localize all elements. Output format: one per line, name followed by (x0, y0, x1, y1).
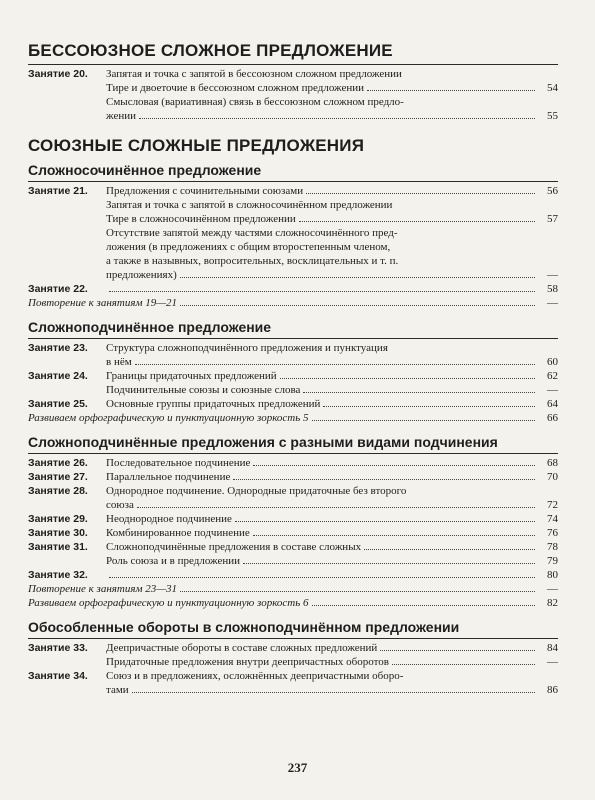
toc-entry[interactable]: Последовательное подчинение 68 (106, 457, 558, 469)
lesson-31 (28, 540, 558, 568)
lesson-25 (28, 397, 558, 411)
lesson-26 (28, 456, 558, 470)
toc-entry[interactable]: Союз и в предложениях, осложнённых деепричастными оборо- (106, 670, 404, 682)
lesson-label: Занятие 23. (28, 342, 88, 354)
toc-entry[interactable]: Структура сложноподчинённого предложения и пунктуация (106, 342, 388, 354)
lesson-24 (28, 369, 558, 397)
toc-entry-review[interactable]: Развиваем орфографическую и пунктуационную зоркость 6 82 (28, 597, 558, 609)
toc-entry[interactable]: Роль союза и в предложении 79 (106, 555, 558, 567)
lesson-27 (28, 470, 558, 484)
divider (28, 453, 558, 454)
lesson-22 (28, 282, 558, 296)
lesson-33 (28, 641, 558, 669)
subsection-title: Сложноподчинённые предложения с разными видами подчинения (28, 434, 498, 450)
toc-entry-review[interactable]: Повторение к занятиям 19—21 — (28, 297, 558, 309)
toc-entry[interactable]: Отсутствие запятой между частями сложносочинённого пред- (106, 227, 398, 239)
toc-entry[interactable]: Сложноподчинённые предложения в составе сложных 78 (106, 541, 558, 553)
subsection-title: Обособленные обороты в сложноподчинённом предложении (28, 619, 460, 635)
toc-entry[interactable]: Придаточные предложения внутри деепричастных оборотов — (106, 656, 558, 668)
lesson-label: Занятие 21. (28, 185, 88, 197)
page-number: 237 (287, 760, 308, 775)
lesson-label: Занятие 31. (28, 541, 88, 553)
section-title: БЕССОЮЗНОЕ СЛОЖНОЕ ПРЕДЛОЖЕНИЕ (28, 41, 393, 60)
toc-entry[interactable]: Границы придаточных предложений 62 (106, 370, 558, 382)
lesson-label: Занятие 27. (28, 471, 88, 483)
toc-entry[interactable]: Подчинительные союзы и союзные слова — (106, 384, 558, 396)
subsection-title: Сложносочинённое предложение (28, 162, 262, 178)
lesson-label: Занятие 28. (28, 485, 88, 497)
toc-entry[interactable]: Основные группы придаточных предложений 64 (106, 398, 558, 410)
lesson-label: Занятие 32. (28, 569, 88, 581)
toc-entry[interactable]: Деепричастные обороты в составе сложных предложений 84 (106, 642, 558, 654)
lesson-20 (28, 67, 558, 123)
lesson-21 (28, 184, 558, 282)
toc-entry[interactable]: Тире в сложносочинённом предложении 57 (106, 213, 558, 225)
toc-entry-review[interactable]: Повторение к занятиям 23—31 — (28, 583, 558, 595)
lesson-label: Занятие 34. (28, 670, 88, 682)
table-of-contents (28, 40, 558, 697)
divider (28, 181, 558, 182)
lesson-30 (28, 526, 558, 540)
section-title: СОЮЗНЫЕ СЛОЖНЫЕ ПРЕДЛОЖЕНИЯ (28, 136, 365, 155)
toc-entry[interactable]: в нём 60 (106, 356, 558, 368)
toc-entry[interactable]: а также в назывных, вопросительных, восклицательных и т. п. (106, 255, 399, 267)
toc-entry[interactable]: союза 72 (106, 499, 558, 511)
toc-entry[interactable]: Параллельное подчинение 70 (106, 471, 558, 483)
toc-entry[interactable]: Смысловая (вариативная) связь в бессоюзном сложном предло- (106, 96, 404, 108)
toc-entry[interactable]: жении 55 (106, 110, 558, 122)
lesson-label: Занятие 25. (28, 398, 88, 410)
lesson-32 (28, 568, 558, 582)
toc-entry[interactable]: тами 86 (106, 684, 558, 696)
toc-entry[interactable]: Неоднородное подчинение 74 (106, 513, 558, 525)
lesson-29 (28, 512, 558, 526)
lesson-34 (28, 669, 558, 697)
toc-entry[interactable]: Запятая и точка с запятой в сложносочинённом предложении (106, 199, 393, 211)
divider (28, 638, 558, 639)
toc-entry[interactable]: Тире и двоеточие в бессоюзном сложном предложении 54 (106, 82, 558, 94)
subsection-title: Сложноподчинённое предложение (28, 319, 272, 335)
toc-entry[interactable]: Комбинированное подчинение 76 (106, 527, 558, 539)
lesson-label: Занятие 29. (28, 513, 88, 525)
divider (28, 64, 558, 65)
toc-entry[interactable]: Предложения с сочинительными союзами 56 (106, 185, 558, 197)
toc-entry-review[interactable]: Развиваем орфографическую и пунктуационную зоркость 5 66 (28, 412, 558, 424)
lesson-label: Занятие 22. (28, 283, 88, 295)
toc-entry[interactable]: 58 (106, 282, 558, 296)
lesson-28 (28, 484, 558, 512)
divider (28, 338, 558, 339)
toc-entry[interactable]: 80 (106, 568, 558, 582)
toc-entry[interactable]: Однородное подчинение. Однородные придаточные без второго (106, 485, 407, 497)
lesson-23 (28, 341, 558, 369)
lesson-label: Занятие 33. (28, 642, 88, 654)
lesson-label: Занятие 26. (28, 457, 88, 469)
toc-entry[interactable]: предложениях) — (106, 269, 558, 281)
toc-entry[interactable]: Запятая и точка с запятой в бессоюзном сложном предложении (106, 68, 402, 80)
lesson-label: Занятие 30. (28, 527, 88, 539)
lesson-label: Занятие 24. (28, 370, 88, 382)
lesson-label: Занятие 20. (28, 68, 88, 80)
toc-entry[interactable]: ложения (в предложениях с общим второстепенным членом, (106, 241, 391, 253)
